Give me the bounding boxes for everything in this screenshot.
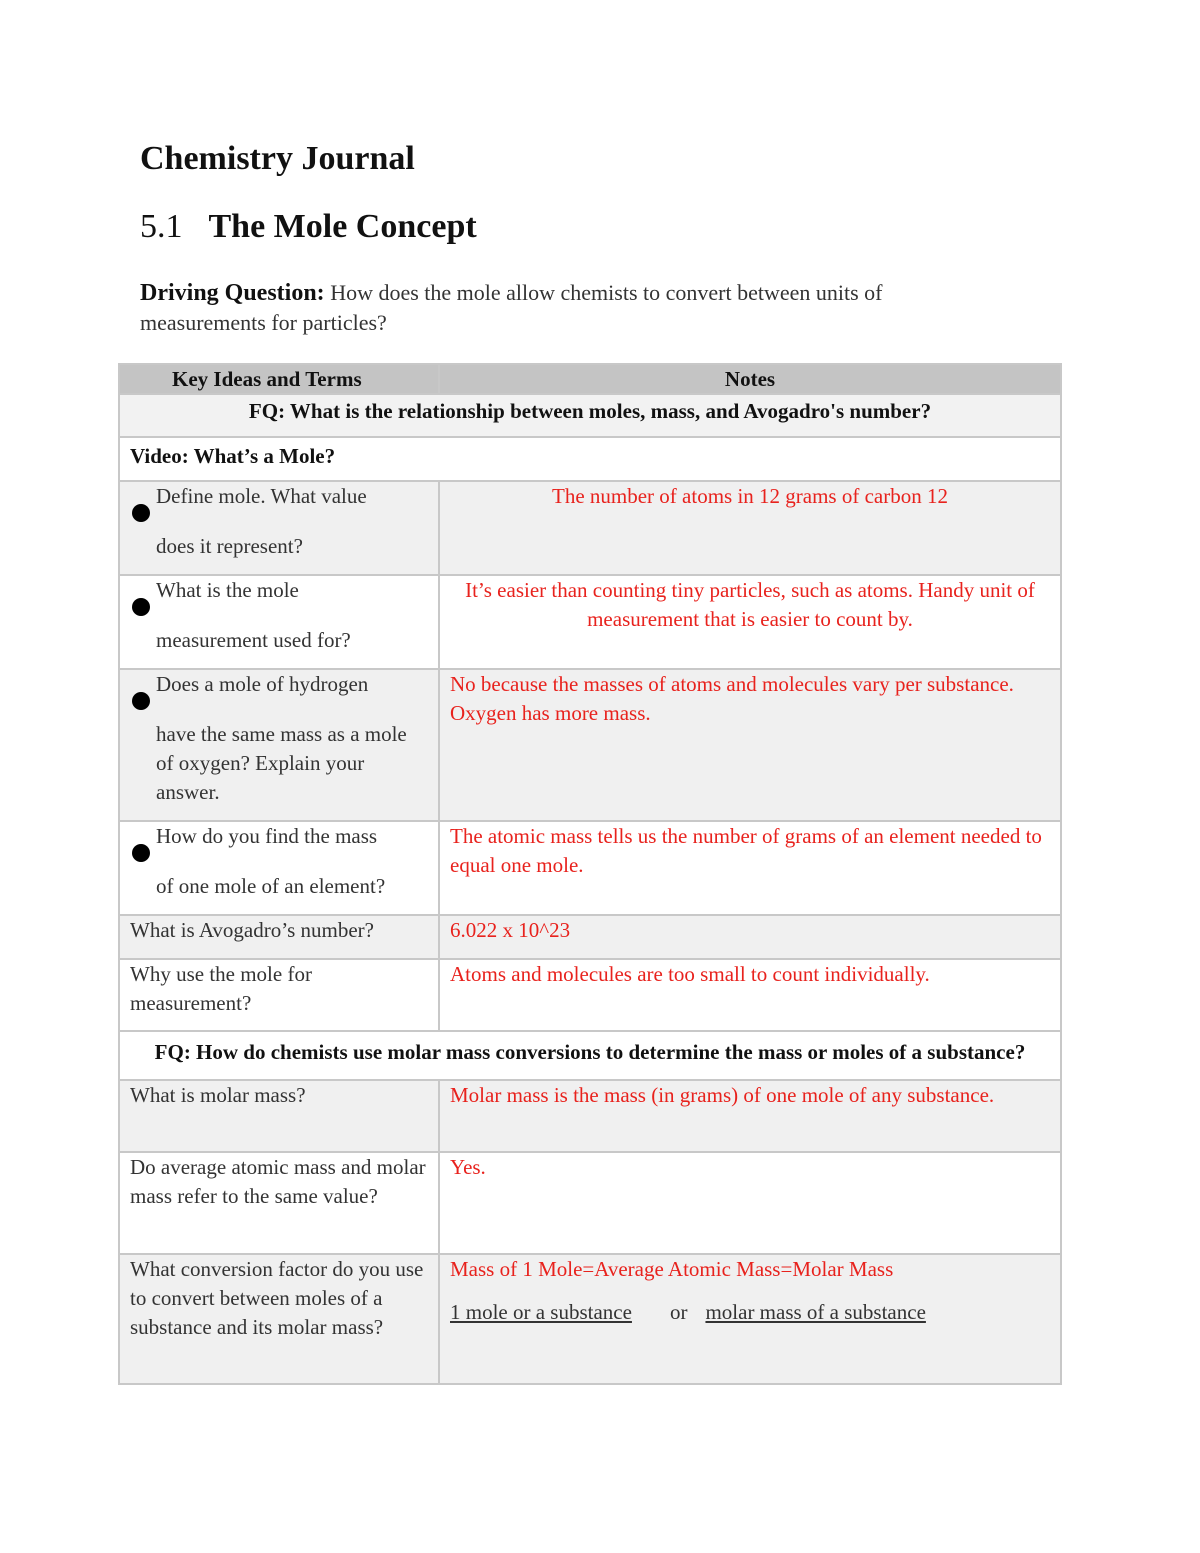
answer-cell[interactable]	[439, 1254, 1061, 1384]
question-line-2: measurement used for?	[156, 628, 351, 652]
focus-question-2: FQ: How do chemists use molar mass conversions to determine the mass or moles of a substance?	[119, 1031, 1061, 1080]
table-header-row	[119, 364, 1061, 394]
question-line-2: does it represent?	[156, 534, 303, 558]
table-row	[119, 669, 1061, 821]
bullet-icon	[132, 844, 150, 862]
bullet-icon	[132, 504, 150, 522]
section-number: 5.1	[140, 208, 183, 245]
answer-cell[interactable]: Atoms and molecules are too small to count individually.	[439, 959, 1061, 1031]
answer-cell[interactable]: Yes.	[439, 1152, 1061, 1254]
question-line-1: Does a mole of hydrogen	[156, 672, 369, 696]
question-cell	[119, 669, 439, 821]
focus-question-row	[119, 1031, 1061, 1080]
table-row	[119, 481, 1061, 575]
driving-question-text: How does the mole allow chemists to convert between units of measurements for particles?	[140, 280, 883, 335]
answer-cell[interactable]: The number of atoms in 12 grams of carbon 12	[439, 481, 1061, 575]
question-line-1: Define mole. What value	[156, 484, 367, 508]
table-row	[119, 915, 1061, 959]
question-line-1: How do you find the mass	[156, 824, 378, 848]
question-cell: What conversion factor do you use to convert between moles of a substance and its molar mass?	[119, 1254, 439, 1384]
section-name: The Mole Concept	[208, 208, 477, 245]
table-row	[119, 1080, 1061, 1152]
question-cell	[119, 821, 439, 915]
table-row	[119, 959, 1061, 1031]
answer-cell[interactable]: 6.022 x 10^23	[439, 915, 1061, 959]
answer-cell[interactable]: No because the masses of atoms and molecules vary per substance. Oxygen has more mass.	[439, 669, 1061, 821]
answer-cell[interactable]: It’s easier than counting tiny particles, such as atoms. Handy unit of measurement that is easier to count by.	[439, 575, 1061, 669]
question-cell: What is Avogadro’s number?	[119, 915, 439, 959]
section-title	[140, 208, 477, 246]
bullet-icon	[132, 692, 150, 710]
journal-title: Chemistry Journal	[140, 140, 415, 177]
question-line-2: of one mole of an element?	[156, 874, 386, 898]
question-cell: Do average atomic mass and molar mass refer to the same value?	[119, 1152, 439, 1254]
question-cell	[119, 575, 439, 669]
header-notes: Notes	[439, 364, 1061, 394]
notes-table	[118, 363, 1062, 1385]
left-fraction: 1 mole or a substance	[450, 1300, 632, 1324]
question-line-1: What is the mole	[156, 578, 299, 602]
conversion-fractions	[450, 1298, 1050, 1327]
focus-question-1: FQ: What is the relationship between moles, mass, and Avogadro's number?	[119, 394, 1061, 437]
right-fraction: molar mass of a substance	[705, 1300, 926, 1324]
question-cell	[119, 481, 439, 575]
answer-cell[interactable]: The atomic mass tells us the number of grams of an element needed to equal one mole.	[439, 821, 1061, 915]
conversion-answer: Mass of 1 Mole=Average Atomic Mass=Molar Mass	[450, 1257, 894, 1281]
table-row	[119, 1152, 1061, 1254]
question-cell: What is molar mass?	[119, 1080, 439, 1152]
or-label: or	[669, 1300, 688, 1324]
question-line-2: have the same mass as a mole of oxygen? Explain your answer.	[156, 722, 407, 804]
header-key-ideas: Key Ideas and Terms	[119, 364, 439, 394]
video-title: Video: What’s a Mole?	[119, 437, 1061, 481]
driving-question	[140, 278, 1000, 338]
bullet-icon	[132, 598, 150, 616]
driving-question-label: Driving Question:	[140, 280, 325, 306]
table-row	[119, 575, 1061, 669]
table-row	[119, 1254, 1061, 1384]
answer-cell[interactable]: Molar mass is the mass (in grams) of one mole of any substance.	[439, 1080, 1061, 1152]
video-row	[119, 437, 1061, 481]
table-row	[119, 821, 1061, 915]
focus-question-row	[119, 394, 1061, 437]
question-cell: Why use the mole for measurement?	[119, 959, 439, 1031]
